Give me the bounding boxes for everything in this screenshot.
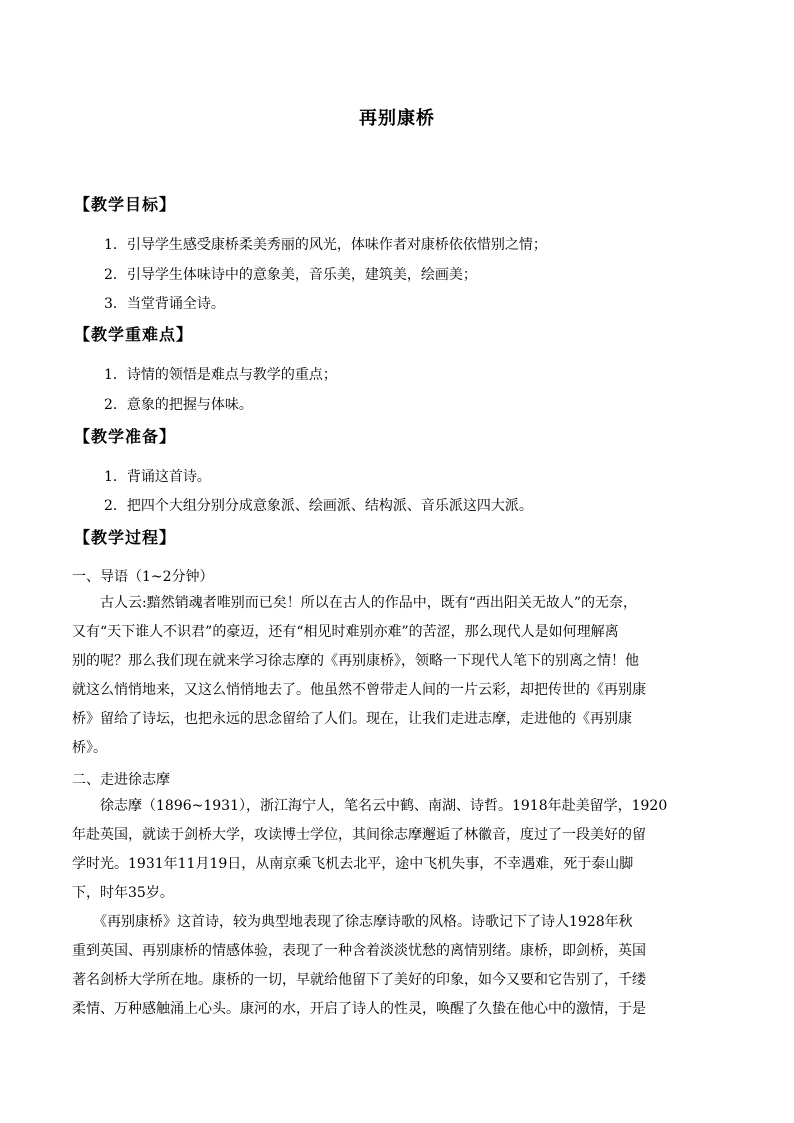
goal-item: 2．引导学生体味诗中的意象美，音乐美，建筑美，绘画美； [104,267,477,283]
paragraph-line: 就这么悄悄地来，又这么悄悄地去了。他虽然不曾带走人间的一片云彩，却把传世的《再别康 [72,682,646,698]
author-paragraph [72,792,722,908]
preparation-item: 1．背诵这首诗。 [104,469,211,485]
paragraph-line: 别的呢？那么我们现在就来学习徐志摩的《再别康桥》，领略一下现代人笔下的别离之情！他 [72,653,639,669]
paragraph-line: 著名剑桥大学所在地。康桥的一切，早就给他留下了美好的印象，如今又要和它告别了，千缕 [72,972,646,988]
intro-heading: 一、导语（1~2分钟） [72,569,214,585]
difficulty-item: 1．诗情的领悟是难点与教学的重点； [104,367,337,383]
paragraph-line: 桥》留给了诗坛，也把永远的思念留给了人们。现在，让我们走进志摩，走进他的《再别康 [72,711,632,727]
paragraph-line: 桥》。 [72,740,107,756]
section-heading-difficulties: 【教学重难点】 [74,325,194,344]
paragraph-line: 又有“天下谁人不识君”的豪迈，还有“相见时难别亦难”的苦涩，那么现代人是如何理解离 [72,624,619,640]
paragraph-line: 徐志摩（1896~1931），浙江海宁人，笔名云中鹤、南湖、诗哲。1918年赴美留学，1920 [72,798,668,814]
goal-item: 1．引导学生感受康桥柔美秀丽的风光，体味作者对康桥依依惜别之情； [104,237,547,253]
paragraph-line: 下，时年35岁。 [72,885,174,901]
difficulty-item: 2．意象的把握与体味。 [104,397,253,413]
section-heading-process: 【教学过程】 [74,528,177,547]
page-title: 再别康桥 [359,108,435,129]
section-heading-preparation: 【教学准备】 [74,427,177,446]
paragraph-line: 重到英国、再别康桥的情感体验，表现了一种含着淡淡忧愁的离情别绪。康桥，即剑桥，英国 [72,943,646,959]
section-heading-goals: 【教学目标】 [74,195,177,214]
paragraph-line: 学时光。1931年11月19日，从南京乘飞机去北平，途中飞机失事，不幸遇难，死于泰山脚 [72,856,634,872]
author-heading: 二、走进徐志摩 [72,772,170,788]
preparation-item: 2．把四个大组分别分成意象派、绘画派、结构派、音乐派这四大派。 [104,498,533,514]
goal-item: 3．当堂背诵全诗。 [104,296,225,312]
paragraph-line: 古人云:黯然销魂者唯别而已矣！所以在古人的作品中，既有“西出阳关无故人”的无奈， [72,595,638,611]
poem-paragraph [72,908,722,1024]
paragraph-line: 年赴英国，就读于剑桥大学，攻读博士学位，其间徐志摩邂逅了林徽音，度过了一段美好的留 [72,827,646,843]
intro-paragraph [72,589,722,763]
paragraph-line: 柔情、万种感触涌上心头。康河的水，开启了诗人的性灵，唤醒了久蛰在他心中的激情，于是 [72,1001,646,1017]
paragraph-line: 《再别康桥》这首诗，较为典型地表现了徐志摩诗歌的风格。诗歌记下了诗人1928年秋 [72,914,633,930]
